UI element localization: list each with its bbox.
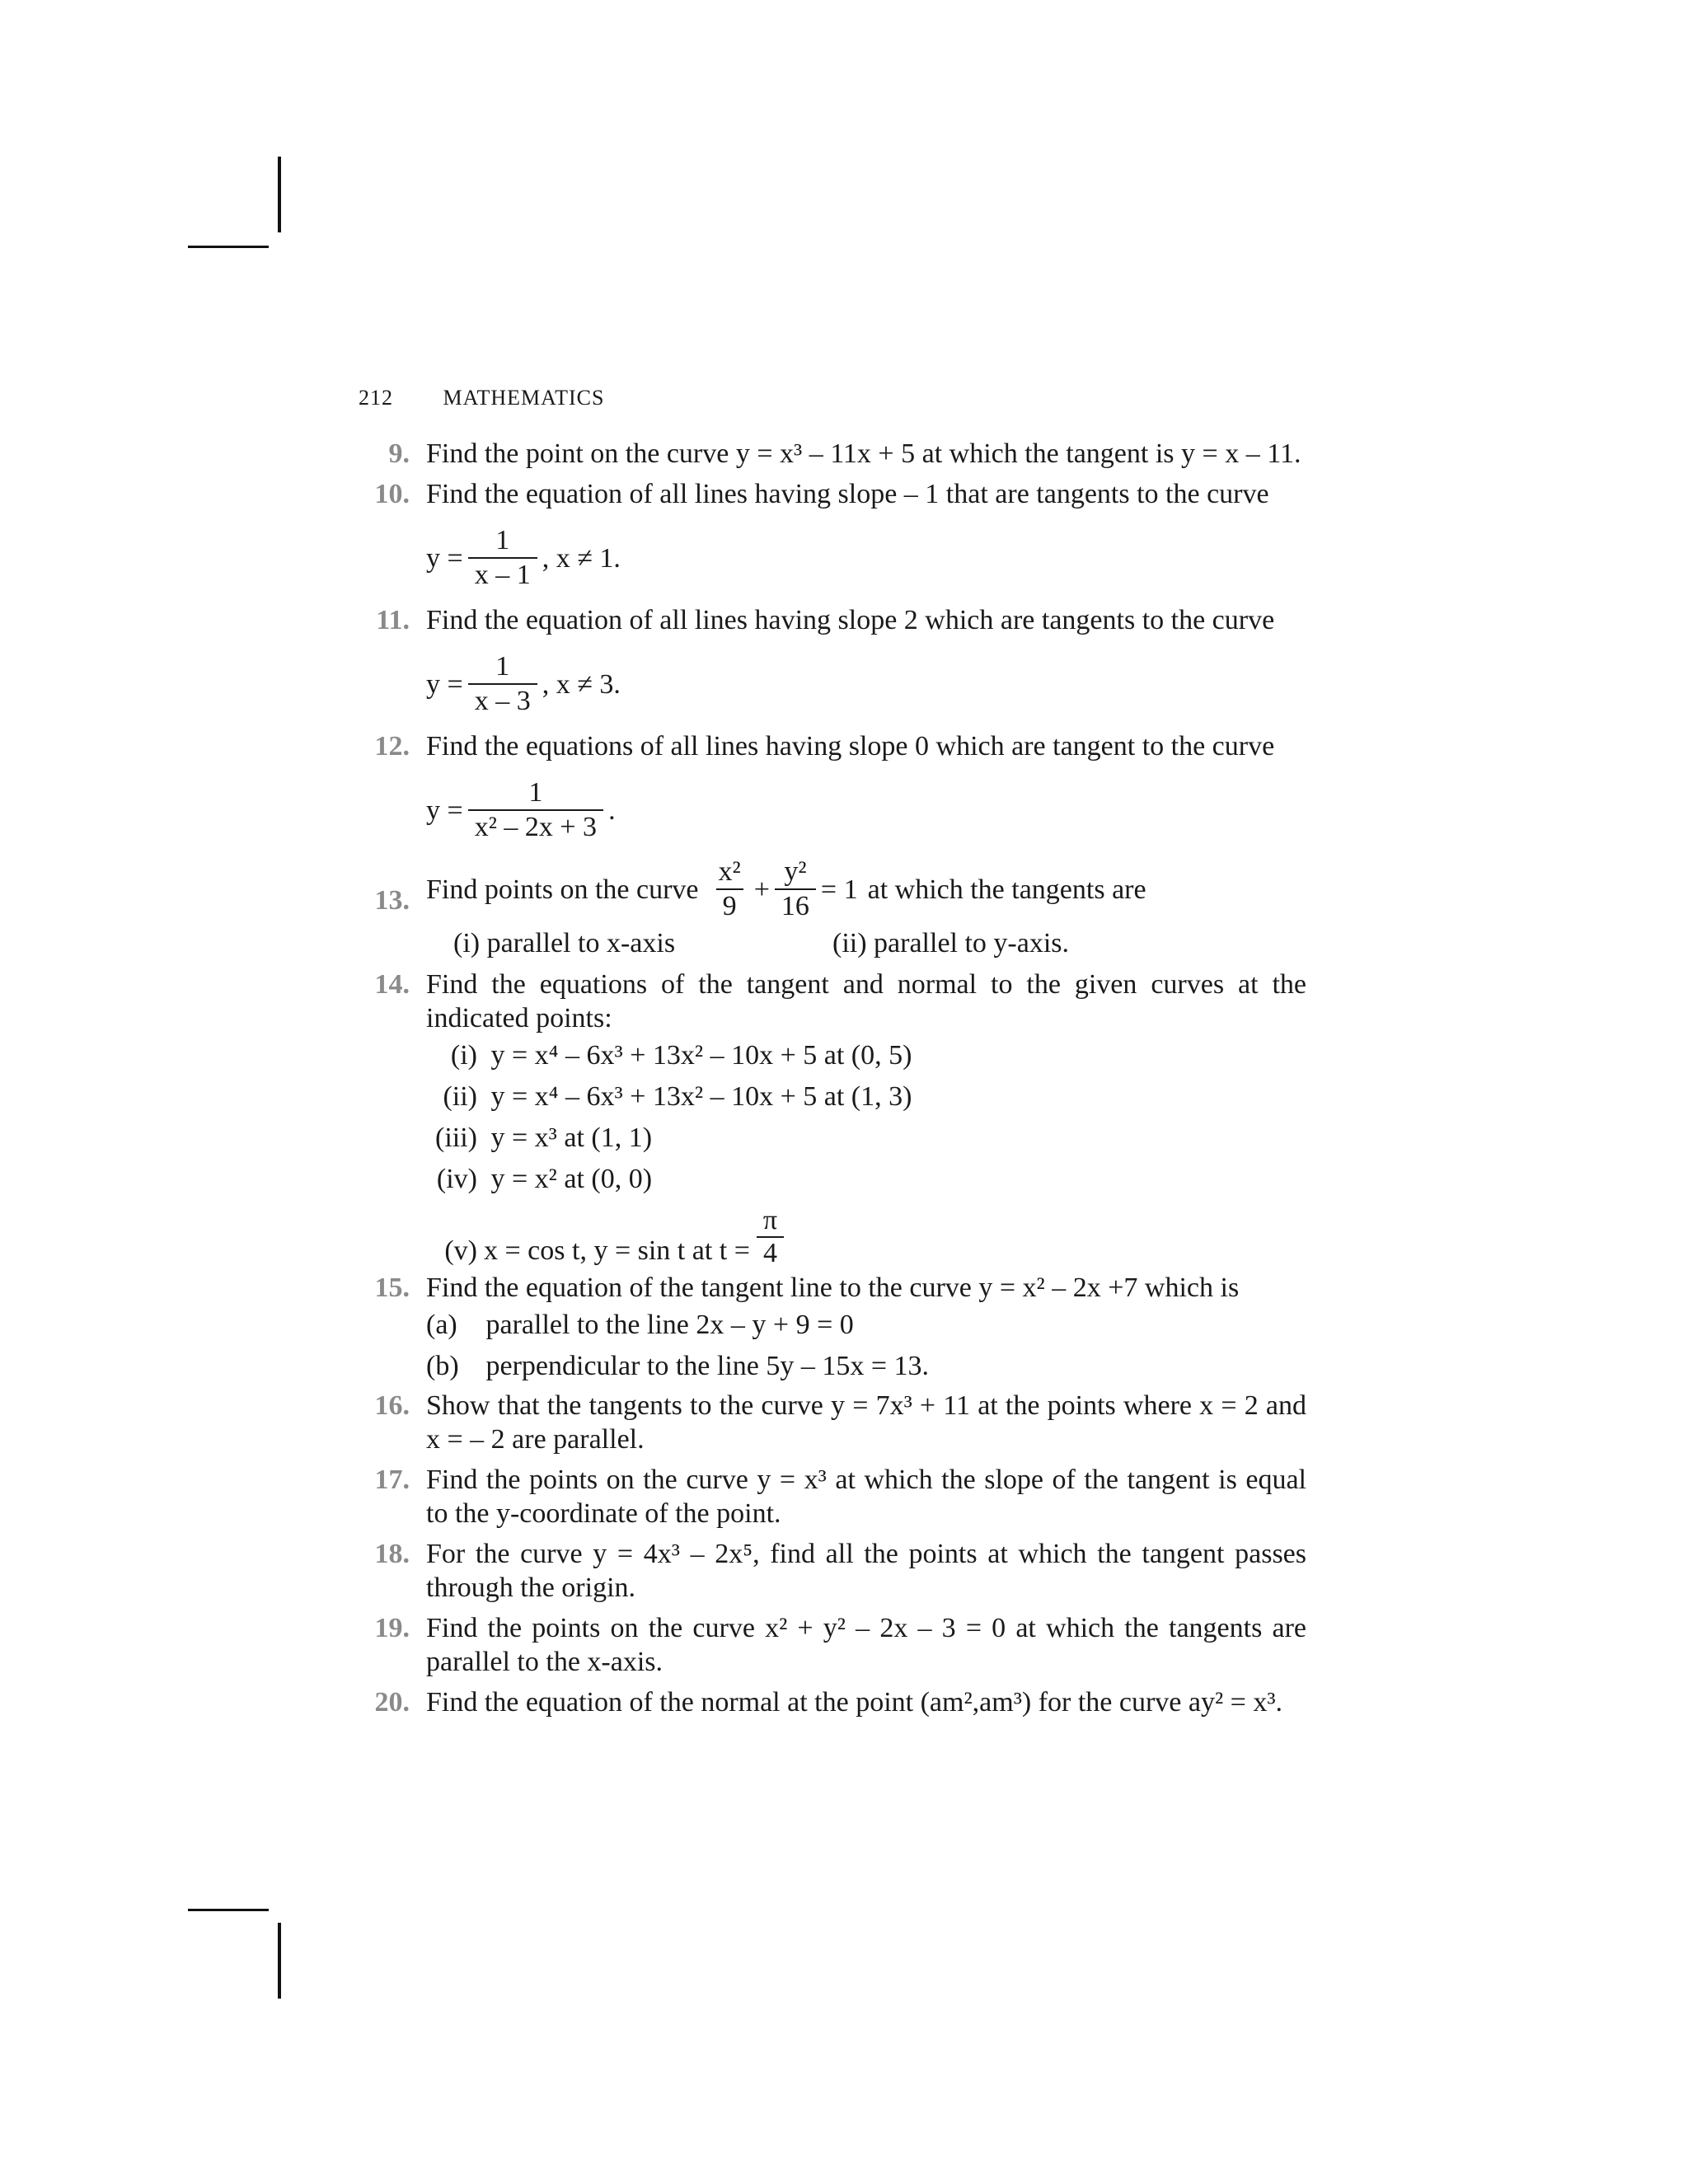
question-20 — [359, 1685, 1306, 1719]
part-label: (ii) — [832, 928, 867, 958]
fraction-x — [710, 855, 749, 923]
question-18 — [359, 1537, 1306, 1605]
equation-display — [426, 524, 1306, 592]
part-text: y = x⁴ – 6x³ + 13x² – 10x + 5 at (1, 3) — [490, 1081, 912, 1112]
running-title: MATHEMATICS — [443, 386, 605, 410]
question-number: 12. — [374, 731, 410, 762]
part-text: x = cos t, y = sin t at t = — [484, 1235, 750, 1266]
part-a — [426, 1305, 1306, 1346]
part-iii — [426, 1118, 1306, 1159]
crop-mark-bottom-vertical — [278, 1923, 281, 1999]
question-number: 13. — [374, 885, 410, 916]
question-text: Show that the tangents to the curve y = 7x³ + 11 at the points where x = 2 and x = – 2 are parallel. — [426, 1390, 1306, 1455]
denominator: x – 3 — [468, 683, 537, 718]
equation-tail: , x ≠ 3. — [542, 668, 621, 700]
fraction — [468, 650, 537, 718]
question-number: 11. — [376, 605, 410, 635]
denominator: x² – 2x + 3 — [468, 809, 603, 844]
question-16 — [359, 1389, 1306, 1456]
part-text: parallel to y-axis. — [874, 928, 1070, 958]
numerator: x² — [718, 856, 741, 887]
part-label: (i) — [453, 928, 481, 958]
running-header — [359, 386, 604, 410]
numerator: 1 — [528, 777, 543, 808]
fraction — [468, 524, 537, 592]
equation-tail: , x ≠ 1. — [542, 542, 621, 574]
question-text-after: at which the tangents are — [867, 874, 1146, 905]
equation-display — [426, 650, 1306, 718]
crop-mark-top-horizontal — [188, 246, 269, 248]
fraction-pi-over-4 — [755, 1205, 785, 1269]
question-text: Find the point on the curve y = x³ – 11x + 5 at which the tangent is y = x – 11. — [426, 438, 1301, 469]
part-text: perpendicular to the line 5y – 15x = 13. — [485, 1351, 930, 1381]
part-b — [426, 1346, 1306, 1387]
question-text: Find the equation of all lines having slope 2 which are tangents to the curve — [426, 605, 1275, 635]
part-label: (b) — [426, 1351, 459, 1381]
question-number: 14. — [374, 969, 410, 1000]
part-text: y = x³ at (1, 1) — [490, 1122, 653, 1153]
question-number: 19. — [374, 1613, 410, 1643]
question-number: 16. — [374, 1390, 410, 1421]
part-label: (i) — [450, 1040, 477, 1071]
part-text: parallel to the line 2x – y + 9 = 0 — [485, 1310, 854, 1340]
part-text: y = x² at (0, 0) — [490, 1164, 653, 1194]
crop-mark-top-vertical — [278, 157, 281, 232]
equation-lhs: y = — [426, 542, 463, 574]
question-text: Find the points on the curve y = x³ at which the slope of the tangent is equal to the y-coordinate of the point. — [426, 1465, 1306, 1529]
part-ii — [832, 923, 1069, 964]
numerator: 1 — [495, 525, 510, 555]
question-number: 9. — [388, 438, 410, 469]
crop-mark-bottom-horizontal — [188, 1909, 269, 1911]
equation-display — [426, 776, 1306, 844]
part-ii — [426, 1076, 1306, 1118]
part-label: (ii) — [443, 1081, 477, 1112]
denominator: x – 1 — [468, 557, 537, 592]
fraction — [468, 776, 603, 844]
equation-lhs: y = — [426, 794, 463, 826]
part-label: (v) — [444, 1235, 477, 1266]
question-text: Find the equation of all lines having slope – 1 that are tangents to the curve — [426, 479, 1269, 509]
numerator: y² — [784, 856, 807, 887]
question-text: Find points on the curve — [426, 874, 699, 905]
part-i — [426, 1035, 1306, 1076]
part-i — [453, 923, 832, 964]
equation-tail: . — [608, 794, 616, 826]
question-number: 20. — [374, 1687, 410, 1718]
question-14 — [359, 968, 1306, 1035]
part-v — [426, 1200, 1306, 1269]
question-13-parts — [359, 923, 1306, 964]
equation-lhs: y = — [426, 668, 463, 700]
question-text: Find the equation of the normal at the point (am²,am³) for the curve ay² = x³. — [426, 1687, 1283, 1718]
equals-one: = 1 — [820, 874, 858, 905]
numerator: 1 — [495, 651, 510, 682]
denominator: 4 — [757, 1236, 784, 1269]
question-text: Find the equations of the tangent and normal to the given curves at the indicated points: — [426, 969, 1306, 1033]
question-number: 15. — [374, 1272, 410, 1303]
denominator: 16 — [775, 888, 816, 923]
question-19 — [359, 1611, 1306, 1679]
question-9 — [359, 437, 1306, 471]
question-10 — [359, 477, 1306, 511]
part-label: (a) — [426, 1310, 457, 1340]
part-text: y = x⁴ – 6x³ + 13x² – 10x + 5 at (0, 5) — [490, 1040, 912, 1071]
question-17 — [359, 1463, 1306, 1530]
plus-sign: + — [753, 874, 770, 905]
numerator: π — [762, 1205, 778, 1235]
question-13 — [359, 855, 1306, 923]
denominator: 9 — [716, 888, 743, 923]
question-11 — [359, 603, 1306, 637]
question-text: Find the points on the curve x² + y² – 2x – 3 = 0 at which the tangents are parallel to the x-axis. — [426, 1613, 1306, 1677]
question-12 — [359, 729, 1306, 763]
question-number: 17. — [374, 1465, 410, 1495]
question-text: Find the equation of the tangent line to the curve y = x² – 2x +7 which is — [426, 1272, 1240, 1303]
question-text: For the curve y = 4x³ – 2x⁵, find all the points at which the tangent passes through the origin. — [426, 1539, 1306, 1603]
part-label: (iv) — [436, 1164, 477, 1194]
question-15-parts — [359, 1305, 1306, 1387]
exercise-list — [359, 437, 1306, 1726]
page-number: 212 — [359, 386, 393, 410]
question-14-parts — [359, 1035, 1306, 1269]
question-text: Find the equations of all lines having slope 0 which are tangent to the curve — [426, 731, 1275, 762]
question-15 — [359, 1271, 1306, 1305]
question-number: 18. — [374, 1539, 410, 1569]
question-number: 10. — [374, 479, 410, 509]
part-text: parallel to x-axis — [486, 928, 676, 958]
part-label: (iii) — [435, 1122, 477, 1153]
fraction-y — [775, 855, 816, 923]
part-iv — [426, 1159, 1306, 1200]
